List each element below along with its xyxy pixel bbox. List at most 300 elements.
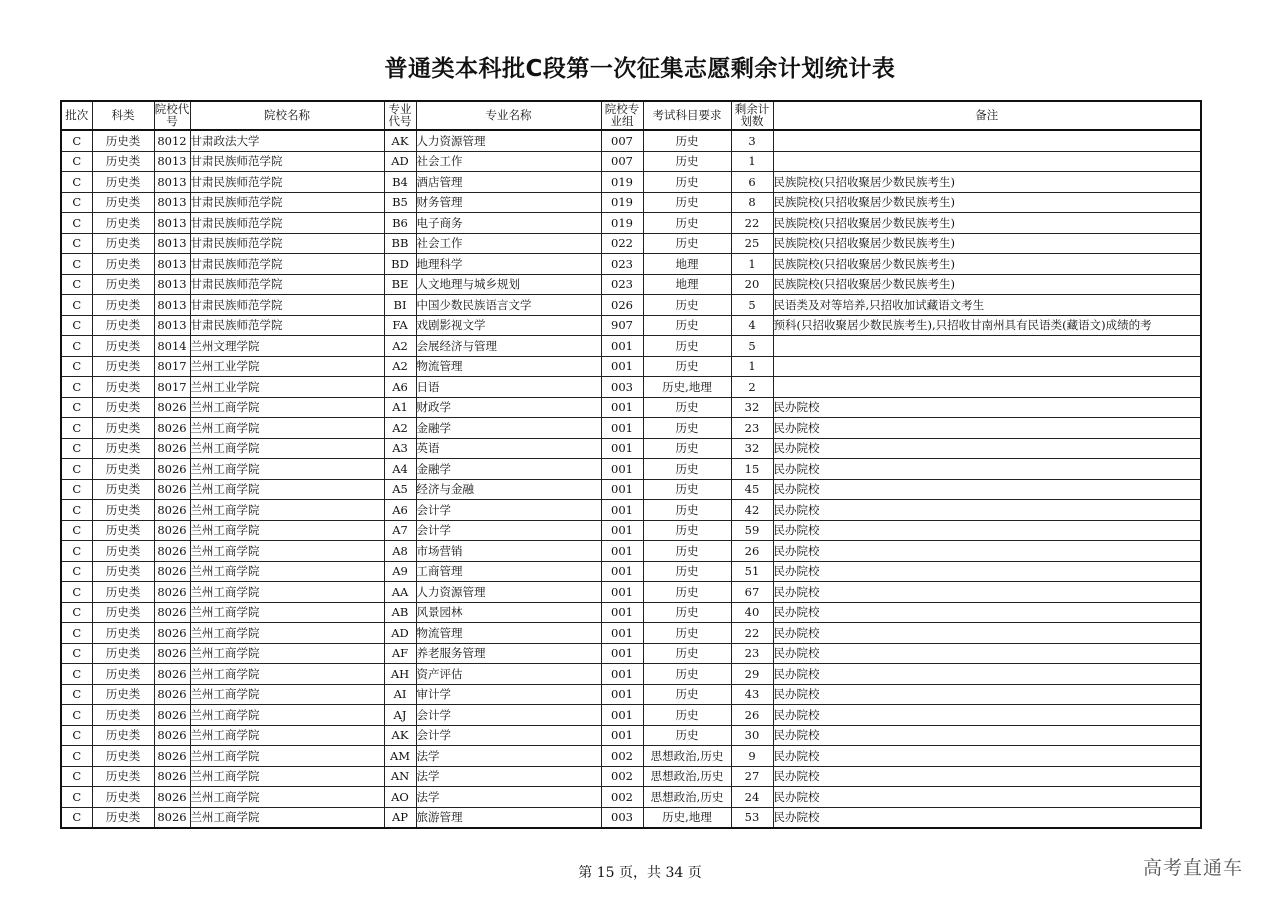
cell-school-name: 甘肃民族师范学院 (190, 295, 384, 316)
cell-remaining: 8 (731, 192, 773, 213)
cell-remaining: 2 (731, 377, 773, 398)
cell-group: 026 (601, 295, 643, 316)
table-row (61, 233, 1201, 254)
cell-major-code: A2 (384, 336, 416, 357)
table-row (61, 151, 1201, 172)
table-row (61, 274, 1201, 295)
cell-subject-req: 思想政治,历史 (643, 766, 731, 787)
cell-subject-req: 历史 (643, 418, 731, 439)
table-row (61, 582, 1201, 603)
cell-major-name: 工商管理 (416, 561, 601, 582)
cell-remark: 民办院校 (773, 746, 1201, 767)
cell-category: 历史类 (92, 315, 154, 336)
cell-school-code: 8026 (154, 705, 190, 726)
table-body (61, 130, 1201, 828)
cell-subject-req: 思想政治,历史 (643, 746, 731, 767)
cell-school-code: 8026 (154, 664, 190, 685)
cell-category: 历史类 (92, 602, 154, 623)
cell-school-code: 8013 (154, 172, 190, 193)
cell-category: 历史类 (92, 418, 154, 439)
cell-category: 历史类 (92, 336, 154, 357)
cell-subject-req: 历史 (643, 725, 731, 746)
cell-school-code: 8014 (154, 336, 190, 357)
cell-batch: C (61, 787, 92, 808)
table-row (61, 479, 1201, 500)
cell-group: 003 (601, 377, 643, 398)
cell-subject-req: 历史 (643, 130, 731, 151)
cell-remark: 民族院校(只招收聚居少数民族考生) (773, 213, 1201, 234)
cell-school-name: 甘肃民族师范学院 (190, 254, 384, 275)
cell-batch: C (61, 192, 92, 213)
cell-major-name: 物流管理 (416, 623, 601, 644)
cell-school-code: 8026 (154, 746, 190, 767)
cell-group: 002 (601, 746, 643, 767)
cell-remaining: 53 (731, 807, 773, 828)
cell-major-code: B5 (384, 192, 416, 213)
cell-category: 历史类 (92, 274, 154, 295)
cell-major-code: BD (384, 254, 416, 275)
cell-subject-req: 地理 (643, 254, 731, 275)
cell-category: 历史类 (92, 377, 154, 398)
cell-remaining: 26 (731, 705, 773, 726)
cell-batch: C (61, 274, 92, 295)
table-row (61, 418, 1201, 439)
cell-remark: 民办院校 (773, 479, 1201, 500)
table-row (61, 561, 1201, 582)
cell-major-code: AH (384, 664, 416, 685)
cell-category: 历史类 (92, 397, 154, 418)
cell-subject-req: 历史,地理 (643, 807, 731, 828)
cell-batch: C (61, 233, 92, 254)
cell-group: 023 (601, 254, 643, 275)
cell-remark (773, 356, 1201, 377)
cell-remark: 民办院校 (773, 705, 1201, 726)
cell-major-name: 金融学 (416, 418, 601, 439)
cell-batch: C (61, 643, 92, 664)
cell-remark: 民办院校 (773, 520, 1201, 541)
cell-category: 历史类 (92, 746, 154, 767)
cell-school-name: 兰州工商学院 (190, 438, 384, 459)
cell-school-name: 兰州工商学院 (190, 705, 384, 726)
cell-remaining: 32 (731, 397, 773, 418)
cell-school-name: 甘肃民族师范学院 (190, 315, 384, 336)
cell-major-name: 金融学 (416, 459, 601, 480)
cell-school-code: 8013 (154, 254, 190, 275)
cell-remark (773, 130, 1201, 151)
cell-school-code: 8013 (154, 213, 190, 234)
watermark: 高考直通车 (1143, 857, 1244, 879)
cell-school-name: 兰州工商学院 (190, 766, 384, 787)
cell-subject-req: 地理 (643, 274, 731, 295)
cell-major-name: 酒店管理 (416, 172, 601, 193)
cell-group: 001 (601, 623, 643, 644)
cell-school-code: 8026 (154, 643, 190, 664)
cell-school-name: 兰州工商学院 (190, 397, 384, 418)
cell-school-code: 8026 (154, 623, 190, 644)
cell-subject-req: 历史 (643, 684, 731, 705)
header-school-code: 院校代号 (154, 101, 190, 130)
cell-school-code: 8026 (154, 500, 190, 521)
cell-batch: C (61, 459, 92, 480)
cell-remaining: 30 (731, 725, 773, 746)
cell-remark: 民办院校 (773, 438, 1201, 459)
cell-remark: 民族院校(只招收聚居少数民族考生) (773, 274, 1201, 295)
cell-subject-req: 历史 (643, 561, 731, 582)
cell-batch: C (61, 151, 92, 172)
cell-major-code: AM (384, 746, 416, 767)
cell-category: 历史类 (92, 192, 154, 213)
cell-subject-req: 历史 (643, 664, 731, 685)
cell-batch: C (61, 315, 92, 336)
cell-major-code: AI (384, 684, 416, 705)
cell-category: 历史类 (92, 479, 154, 500)
cell-subject-req: 历史 (643, 479, 731, 500)
cell-group: 001 (601, 725, 643, 746)
cell-remark: 民办院校 (773, 459, 1201, 480)
cell-remark: 民办院校 (773, 561, 1201, 582)
table-row (61, 500, 1201, 521)
table-row (61, 705, 1201, 726)
cell-group: 001 (601, 479, 643, 500)
cell-remaining: 15 (731, 459, 773, 480)
cell-remark: 民办院校 (773, 725, 1201, 746)
cell-remaining: 6 (731, 172, 773, 193)
cell-major-code: A3 (384, 438, 416, 459)
cell-batch: C (61, 397, 92, 418)
cell-school-code: 8026 (154, 541, 190, 562)
cell-group: 001 (601, 602, 643, 623)
cell-school-name: 兰州工商学院 (190, 787, 384, 808)
cell-school-code: 8013 (154, 233, 190, 254)
cell-subject-req: 历史 (643, 459, 731, 480)
cell-major-name: 日语 (416, 377, 601, 398)
cell-major-code: AO (384, 787, 416, 808)
cell-school-code: 8026 (154, 459, 190, 480)
cell-batch: C (61, 766, 92, 787)
cell-category: 历史类 (92, 643, 154, 664)
table-row (61, 459, 1201, 480)
table-row (61, 746, 1201, 767)
cell-school-code: 8026 (154, 582, 190, 603)
cell-batch: C (61, 664, 92, 685)
cell-category: 历史类 (92, 130, 154, 151)
cell-subject-req: 历史 (643, 315, 731, 336)
cell-group: 001 (601, 438, 643, 459)
cell-major-code: AJ (384, 705, 416, 726)
cell-remaining: 42 (731, 500, 773, 521)
cell-category: 历史类 (92, 807, 154, 828)
cell-batch: C (61, 295, 92, 316)
page-footer: 第 15 页，共 34 页 (578, 865, 702, 881)
cell-major-name: 资产评估 (416, 664, 601, 685)
header-group: 院校专业组 (601, 101, 643, 130)
header-batch: 批次 (61, 101, 92, 130)
cell-batch: C (61, 684, 92, 705)
table-row (61, 254, 1201, 275)
cell-remaining: 23 (731, 643, 773, 664)
cell-remaining: 20 (731, 274, 773, 295)
cell-school-code: 8026 (154, 479, 190, 500)
cell-major-code: A1 (384, 397, 416, 418)
cell-batch: C (61, 336, 92, 357)
cell-batch: C (61, 520, 92, 541)
cell-major-code: AP (384, 807, 416, 828)
cell-major-code: A7 (384, 520, 416, 541)
cell-group: 019 (601, 192, 643, 213)
cell-major-name: 电子商务 (416, 213, 601, 234)
cell-remark: 民族院校(只招收聚居少数民族考生) (773, 254, 1201, 275)
header-major-name: 专业名称 (416, 101, 601, 130)
cell-remaining: 40 (731, 602, 773, 623)
cell-category: 历史类 (92, 500, 154, 521)
cell-subject-req: 历史 (643, 541, 731, 562)
cell-major-name: 审计学 (416, 684, 601, 705)
cell-batch: C (61, 500, 92, 521)
cell-group: 022 (601, 233, 643, 254)
cell-school-name: 兰州工商学院 (190, 582, 384, 603)
cell-school-name: 兰州工商学院 (190, 520, 384, 541)
cell-batch: C (61, 172, 92, 193)
cell-major-name: 财务管理 (416, 192, 601, 213)
cell-subject-req: 历史 (643, 295, 731, 316)
cell-school-name: 兰州工商学院 (190, 623, 384, 644)
cell-batch: C (61, 541, 92, 562)
cell-subject-req: 历史 (643, 623, 731, 644)
cell-group: 001 (601, 336, 643, 357)
cell-remark (773, 377, 1201, 398)
cell-subject-req: 思想政治,历史 (643, 787, 731, 808)
cell-remaining: 25 (731, 233, 773, 254)
cell-major-name: 法学 (416, 787, 601, 808)
cell-category: 历史类 (92, 213, 154, 234)
cell-group: 019 (601, 213, 643, 234)
cell-school-name: 兰州工商学院 (190, 807, 384, 828)
cell-group: 001 (601, 418, 643, 439)
cell-major-code: A2 (384, 356, 416, 377)
cell-major-name: 人文地理与城乡规划 (416, 274, 601, 295)
cell-school-name: 兰州工商学院 (190, 459, 384, 480)
cell-remark: 民办院校 (773, 766, 1201, 787)
cell-batch: C (61, 356, 92, 377)
page-title: 普通类本科批C段第一次征集志愿剩余计划统计表 (384, 56, 896, 82)
cell-major-code: A2 (384, 418, 416, 439)
cell-major-code: BE (384, 274, 416, 295)
cell-batch: C (61, 254, 92, 275)
cell-school-code: 8013 (154, 274, 190, 295)
cell-major-name: 会计学 (416, 725, 601, 746)
cell-category: 历史类 (92, 233, 154, 254)
cell-remaining: 1 (731, 151, 773, 172)
table-row (61, 377, 1201, 398)
cell-category: 历史类 (92, 438, 154, 459)
cell-category: 历史类 (92, 561, 154, 582)
cell-remaining: 24 (731, 787, 773, 808)
cell-remark: 民语类及对等培养,只招收加试藏语文考生 (773, 295, 1201, 316)
cell-school-code: 8013 (154, 295, 190, 316)
cell-subject-req: 历史 (643, 233, 731, 254)
table-row (61, 295, 1201, 316)
cell-remaining: 5 (731, 295, 773, 316)
cell-group: 003 (601, 807, 643, 828)
header-school-name: 院校名称 (190, 101, 384, 130)
cell-group: 019 (601, 172, 643, 193)
cell-group: 001 (601, 356, 643, 377)
cell-school-name: 兰州工商学院 (190, 725, 384, 746)
header-major-code: 专业代号 (384, 101, 416, 130)
cell-major-name: 会计学 (416, 520, 601, 541)
header-remark: 备注 (773, 101, 1201, 130)
cell-group: 001 (601, 643, 643, 664)
cell-remark: 民办院校 (773, 582, 1201, 603)
cell-remaining: 22 (731, 623, 773, 644)
cell-remark: 预科(只招收聚居少数民族考生),只招收甘南州具有民语类(藏语文)成绩的考 (773, 315, 1201, 336)
cell-subject-req: 历史 (643, 172, 731, 193)
cell-major-name: 社会工作 (416, 151, 601, 172)
table-row (61, 541, 1201, 562)
cell-remaining: 1 (731, 356, 773, 377)
cell-batch: C (61, 623, 92, 644)
cell-remaining: 59 (731, 520, 773, 541)
cell-subject-req: 历史 (643, 602, 731, 623)
cell-major-name: 经济与金融 (416, 479, 601, 500)
cell-group: 002 (601, 787, 643, 808)
cell-remaining: 51 (731, 561, 773, 582)
cell-school-code: 8017 (154, 377, 190, 398)
cell-batch: C (61, 602, 92, 623)
cell-major-name: 法学 (416, 766, 601, 787)
cell-school-code: 8013 (154, 151, 190, 172)
cell-subject-req: 历史 (643, 582, 731, 603)
cell-batch: C (61, 705, 92, 726)
table-row (61, 213, 1201, 234)
cell-category: 历史类 (92, 520, 154, 541)
cell-group: 001 (601, 459, 643, 480)
cell-batch: C (61, 213, 92, 234)
cell-remark: 民族院校(只招收聚居少数民族考生) (773, 192, 1201, 213)
cell-major-code: FA (384, 315, 416, 336)
cell-major-name: 戏剧影视文学 (416, 315, 601, 336)
cell-category: 历史类 (92, 766, 154, 787)
table-row (61, 664, 1201, 685)
cell-major-name: 物流管理 (416, 356, 601, 377)
header-remaining: 剩余计划数 (731, 101, 773, 130)
cell-category: 历史类 (92, 582, 154, 603)
cell-school-name: 甘肃民族师范学院 (190, 274, 384, 295)
cell-remaining: 23 (731, 418, 773, 439)
cell-school-name: 兰州工商学院 (190, 746, 384, 767)
cell-major-code: A6 (384, 377, 416, 398)
table-row (61, 192, 1201, 213)
cell-major-code: A8 (384, 541, 416, 562)
cell-category: 历史类 (92, 356, 154, 377)
cell-remark: 民办院校 (773, 397, 1201, 418)
cell-batch: C (61, 582, 92, 603)
cell-batch: C (61, 418, 92, 439)
cell-group: 001 (601, 664, 643, 685)
table-header-row (61, 101, 1201, 130)
table-row (61, 397, 1201, 418)
cell-category: 历史类 (92, 151, 154, 172)
cell-group: 002 (601, 766, 643, 787)
cell-subject-req: 历史 (643, 151, 731, 172)
cell-major-name: 旅游管理 (416, 807, 601, 828)
cell-major-name: 中国少数民族语言文学 (416, 295, 601, 316)
cell-batch: C (61, 479, 92, 500)
cell-school-name: 甘肃民族师范学院 (190, 213, 384, 234)
table-row (61, 602, 1201, 623)
cell-school-code: 8026 (154, 725, 190, 746)
cell-major-code: AK (384, 725, 416, 746)
cell-group: 001 (601, 705, 643, 726)
table-row (61, 725, 1201, 746)
cell-remark: 民办院校 (773, 787, 1201, 808)
cell-category: 历史类 (92, 725, 154, 746)
cell-major-name: 英语 (416, 438, 601, 459)
cell-major-code: AA (384, 582, 416, 603)
cell-major-code: BI (384, 295, 416, 316)
cell-remark: 民办院校 (773, 623, 1201, 644)
cell-remark: 民办院校 (773, 664, 1201, 685)
table-row (61, 787, 1201, 808)
cell-remark: 民办院校 (773, 807, 1201, 828)
cell-remaining: 3 (731, 130, 773, 151)
cell-remark: 民办院校 (773, 541, 1201, 562)
cell-subject-req: 历史 (643, 500, 731, 521)
cell-school-code: 8012 (154, 130, 190, 151)
cell-subject-req: 历史 (643, 192, 731, 213)
cell-major-code: A5 (384, 479, 416, 500)
cell-school-code: 8026 (154, 602, 190, 623)
cell-batch: C (61, 746, 92, 767)
cell-remark: 民办院校 (773, 500, 1201, 521)
cell-batch: C (61, 130, 92, 151)
cell-subject-req: 历史 (643, 705, 731, 726)
cell-subject-req: 历史 (643, 643, 731, 664)
cell-group: 001 (601, 561, 643, 582)
cell-major-name: 人力资源管理 (416, 582, 601, 603)
cell-group: 001 (601, 500, 643, 521)
cell-remaining: 5 (731, 336, 773, 357)
cell-school-code: 8026 (154, 397, 190, 418)
cell-category: 历史类 (92, 172, 154, 193)
cell-major-name: 会展经济与管理 (416, 336, 601, 357)
cell-school-name: 甘肃政法大学 (190, 130, 384, 151)
cell-remaining: 43 (731, 684, 773, 705)
cell-remark: 民族院校(只招收聚居少数民族考生) (773, 233, 1201, 254)
table-row (61, 130, 1201, 151)
cell-subject-req: 历史 (643, 438, 731, 459)
plan-table (60, 100, 1202, 829)
cell-remark (773, 151, 1201, 172)
cell-group: 001 (601, 541, 643, 562)
table-row (61, 623, 1201, 644)
cell-school-name: 兰州工商学院 (190, 602, 384, 623)
cell-school-code: 8026 (154, 561, 190, 582)
cell-school-name: 兰州文理学院 (190, 336, 384, 357)
cell-school-name: 兰州工商学院 (190, 541, 384, 562)
cell-subject-req: 历史 (643, 336, 731, 357)
cell-subject-req: 历史 (643, 520, 731, 541)
cell-remaining: 9 (731, 746, 773, 767)
cell-major-name: 地理科学 (416, 254, 601, 275)
cell-school-code: 8026 (154, 438, 190, 459)
cell-remaining: 1 (731, 254, 773, 275)
cell-major-name: 法学 (416, 746, 601, 767)
cell-subject-req: 历史 (643, 213, 731, 234)
cell-school-code: 8013 (154, 192, 190, 213)
cell-group: 907 (601, 315, 643, 336)
cell-major-name: 会计学 (416, 500, 601, 521)
